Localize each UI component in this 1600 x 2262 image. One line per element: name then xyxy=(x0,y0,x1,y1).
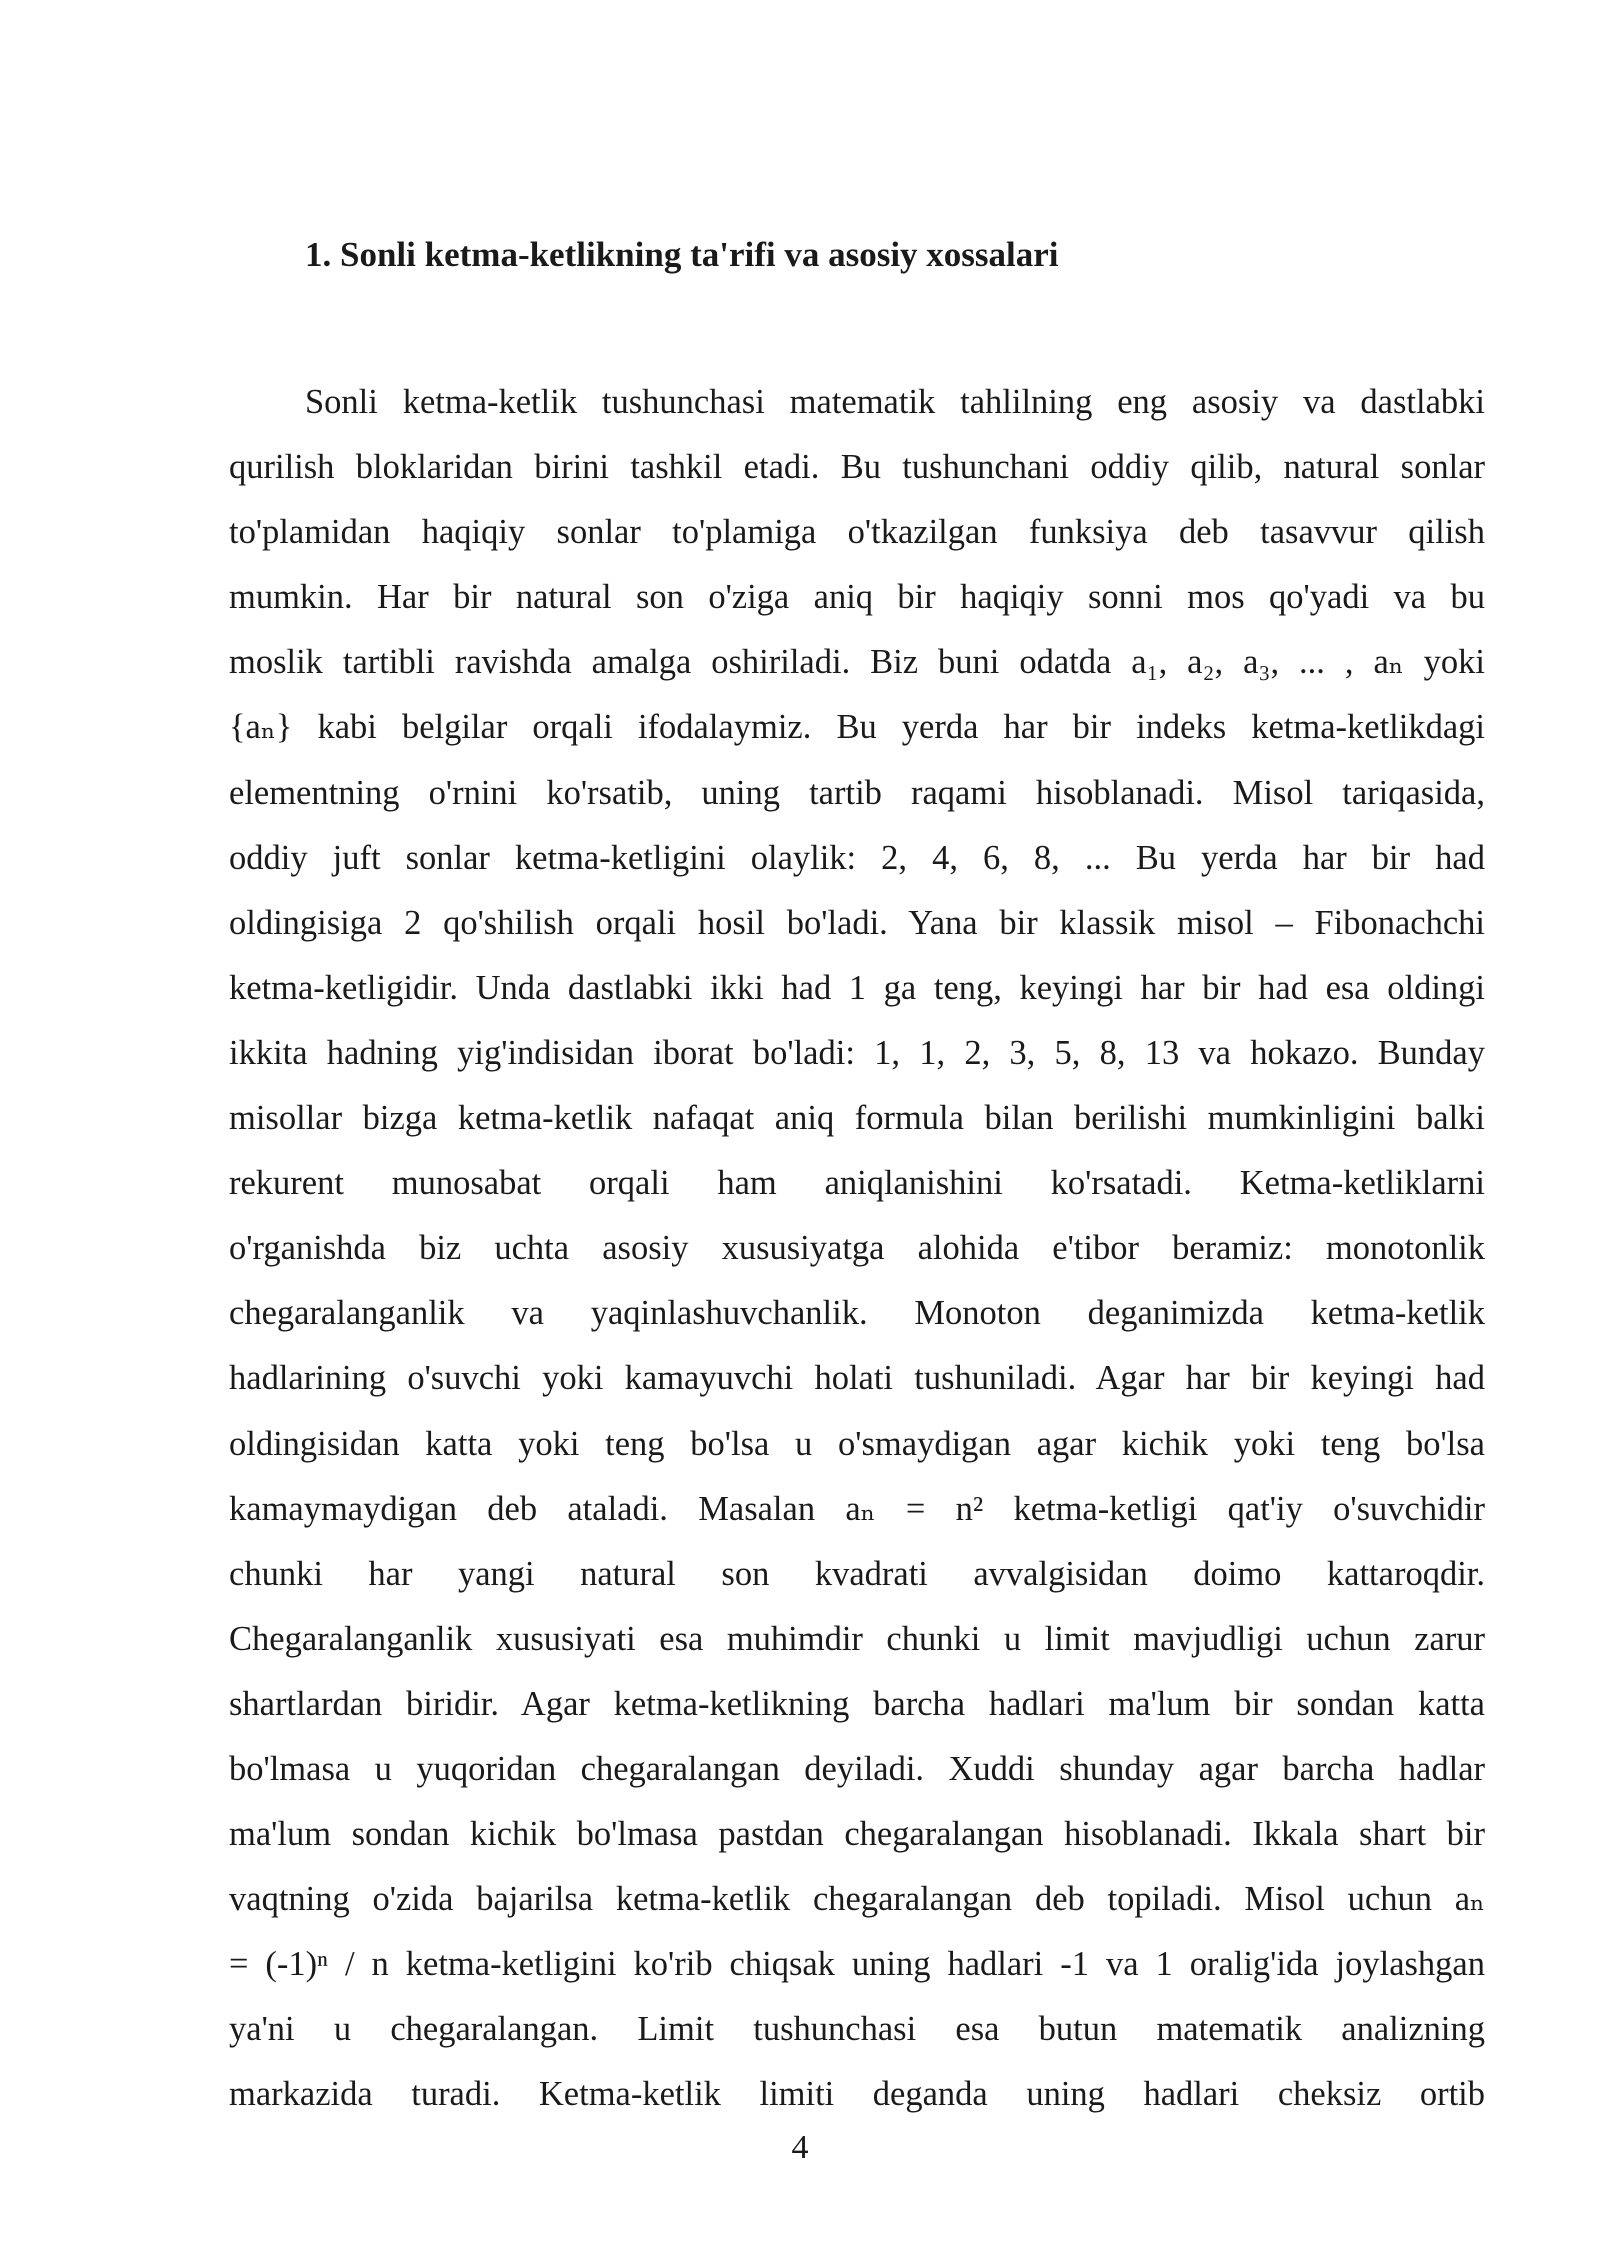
text-line: oldingisidan katta yoki teng bo'lsa u o'smaydigan agar kichik yoki teng bo'lsa xyxy=(229,1424,1485,1463)
section-heading: 1. Sonli ketma-ketlikning ta'rifi va asosiy xossalari xyxy=(305,235,1059,274)
text-line: mumkin. Har bir natural son o'ziga aniq bir haqiqiy sonni mos qo'yadi va bu xyxy=(229,578,1485,617)
text-line: markazida turadi. Ketma-ketlik limiti deganda uning hadlari cheksiz ortib xyxy=(229,2075,1485,2114)
text-line: chunki har yangi natural son kvadrati avvalgisidan doimo kattaroqdir. xyxy=(229,1554,1485,1593)
text-line: oldingisiga 2 qo'shilish orqali hosil bo'ladi. Yana bir klassik misol – Fibonachchi xyxy=(229,903,1485,942)
text-line: hadlarining o'suvchi yoki kamayuvchi holati tushuniladi. Agar har bir keyingi had xyxy=(229,1359,1485,1398)
text-line: rekurent munosabat orqali ham aniqlanishini ko'rsatadi. Ketma-ketliklarni xyxy=(229,1164,1485,1203)
body-paragraph xyxy=(229,370,1485,2128)
text-line: Sonli ketma-ketlik tushunchasi matematik tahlilning eng asosiy va dastlabki xyxy=(305,383,1485,421)
text-line: = (-1)ⁿ / n ketma-ketligini ko'rib chiqsak uning hadlari -1 va 1 oralig'ida joylashgan xyxy=(229,1945,1485,1984)
text-line: chegaralanganlik va yaqinlashuvchanlik. Monoton deganimizda ketma-ketlik xyxy=(229,1294,1485,1333)
page-number: 4 xyxy=(791,2129,809,2166)
text-line: elementning o'rnini ko'rsatib, uning tartib raqami hisoblanadi. Misol tariqasida, xyxy=(229,773,1485,812)
text-line: qurilish bloklaridan birini tashkil etadi. Bu tushunchani oddiy qilib, natural sonlar xyxy=(229,448,1485,487)
text-line: ketma-ketligidir. Unda dastlabki ikki had 1 ga teng, keyingi har bir had esa oldingi xyxy=(229,968,1485,1007)
text-line: misollar bizga ketma-ketlik nafaqat aniq formula bilan berilishi mumkinligini balki xyxy=(229,1099,1485,1138)
text-line: shartlardan biridir. Agar ketma-ketlikning barcha hadlari ma'lum bir sondan katta xyxy=(229,1684,1485,1723)
text-line: moslik tartibli ravishda amalga oshiriladi. Biz buni odatda a₁, a₂, a₃, ... , aₙ yoki xyxy=(229,643,1485,682)
text-line: oddiy juft sonlar ketma-ketligini olaylik: 2, 4, 6, 8, ... Bu yerda har bir had xyxy=(229,838,1485,877)
text-line: ya'ni u chegaralangan. Limit tushunchasi esa butun matematik analizning xyxy=(229,2010,1485,2049)
text-line: o'rganishda biz uchta asosiy xususiyatga alohida e'tibor beramiz: monotonlik xyxy=(229,1229,1485,1268)
text-line: {aₙ} kabi belgilar orqali ifodalaymiz. Bu yerda har bir indeks ketma-ketlikdagi xyxy=(229,708,1485,747)
text-line: vaqtning o'zida bajarilsa ketma-ketlik chegaralangan deb topiladi. Misol uchun aₙ xyxy=(229,1880,1485,1919)
text-line: kamaymaydigan deb ataladi. Masalan aₙ = n² ketma-ketligi qat'iy o'suvchidir xyxy=(229,1489,1485,1528)
text-line: bo'lmasa u yuqoridan chegaralangan deyiladi. Xuddi shunday agar barcha hadlar xyxy=(229,1749,1485,1788)
text-line: Chegaralanganlik xususiyati esa muhimdir chunki u limit mavjudligi uchun zarur xyxy=(229,1619,1485,1658)
text-line: ma'lum sondan kichik bo'lmasa pastdan chegaralangan hisoblanadi. Ikkala shart bir xyxy=(229,1815,1485,1854)
text-line: ikkita hadning yig'indisidan iborat bo'ladi: 1, 1, 2, 3, 5, 8, 13 va hokazo. Bunday xyxy=(229,1033,1485,1072)
text-line: to'plamidan haqiqiy sonlar to'plamiga o'tkazilgan funksiya deb tasavvur qilish xyxy=(229,513,1485,552)
